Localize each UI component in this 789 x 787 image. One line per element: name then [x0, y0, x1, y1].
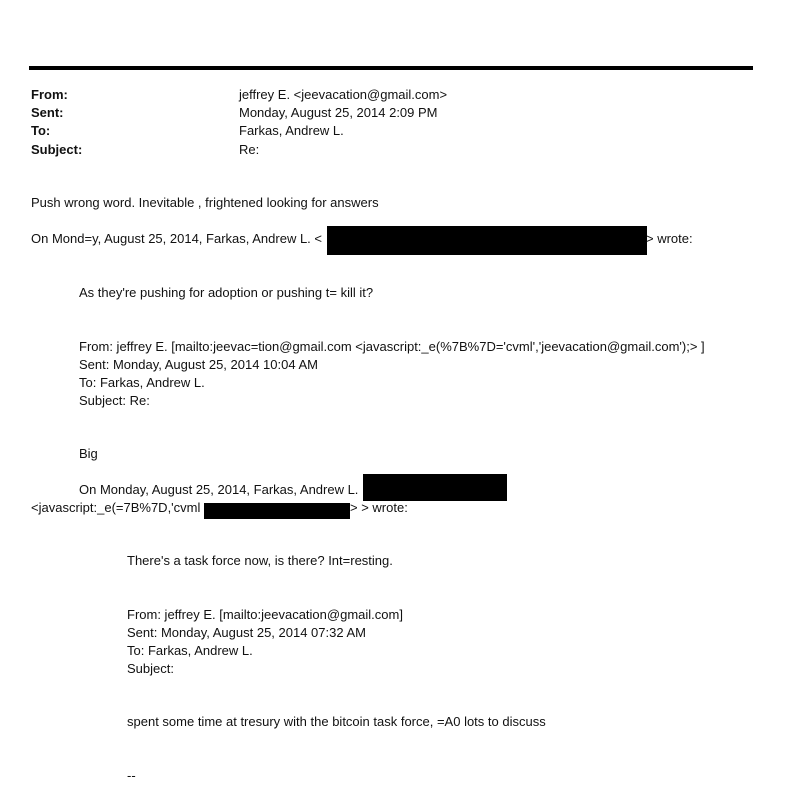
sent-value: Monday, August 25, 2014 2:09 PM	[239, 105, 438, 120]
quote3-intro-middle: <javascript:_e(=7B%7D,'cvml	[31, 500, 201, 515]
from-value: jeffrey E. <jeevacation@gmail.com>	[239, 87, 448, 102]
quote4-to: To: Farkas, Andrew L.	[127, 643, 253, 658]
quote3-text: There's a task force now, is there? Int=resting.	[127, 553, 393, 568]
redaction-block	[363, 474, 507, 501]
subject-value: Re:	[239, 142, 260, 157]
signature-separator: --	[127, 768, 136, 783]
quote4-from: From: jeffrey E. [mailto:jeevacation@gmail.com]	[127, 607, 403, 622]
sent-label: Sent:	[31, 105, 64, 120]
quote2-from: From: jeffrey E. [mailto:jeevac=tion@gmail.com <javascript:_e(%7B%7D='cvml','jeevacation@gmail.com');> ]	[79, 339, 705, 354]
to-value: Farkas, Andrew L.	[239, 123, 344, 138]
quote3-intro-end: > > wrote:	[350, 500, 408, 515]
subject-label: Subject:	[31, 142, 83, 157]
quote2-sent: Sent: Monday, August 25, 2014 10:04 AM	[79, 357, 318, 372]
to-label: To:	[31, 123, 51, 138]
from-label: From:	[31, 87, 68, 102]
redaction-block	[327, 226, 647, 255]
redaction-block	[204, 503, 350, 519]
quote3-intro-start: On Monday, August 25, 2014, Farkas, Andrew L.	[79, 482, 359, 497]
quote2-text: Big	[79, 446, 98, 461]
quote4-text: spent some time at tresury with the bitcoin task force, =A0 lots to discuss	[127, 714, 546, 729]
reply-text: Push wrong word. Inevitable , frightened looking for answers	[31, 195, 379, 210]
quote1-text: As they're pushing for adoption or pushing t= kill it?	[79, 285, 374, 300]
quote1-intro-start: On Mond=y, August 25, 2014, Farkas, Andrew L. <	[31, 231, 322, 246]
quote2-to: To: Farkas, Andrew L.	[79, 375, 205, 390]
header-rule	[29, 66, 753, 70]
quote4-sent: Sent: Monday, August 25, 2014 07:32 AM	[127, 625, 366, 640]
quote2-subject: Subject: Re:	[79, 393, 150, 408]
quote4-subject: Subject:	[127, 661, 174, 676]
quote1-intro-end: > wrote:	[646, 231, 693, 246]
